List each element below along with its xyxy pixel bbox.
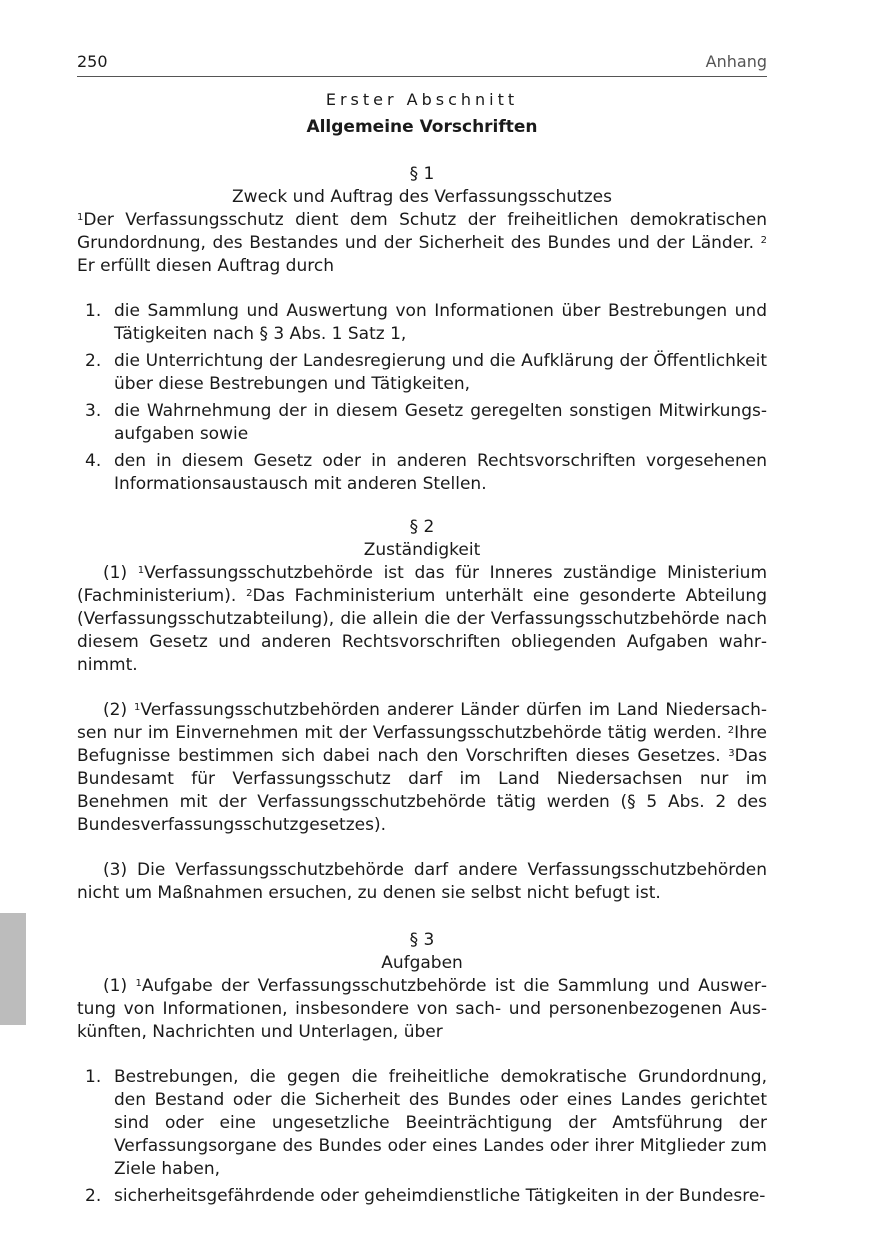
list-text: die Wahrnehmung der in diesem Gesetz geregelten sonstigen Mitwirkungsaufgaben sowie [114,401,767,444]
sentence-number: 2 [760,235,768,246]
sentence: Das Bundesamt für Verfassungsschutz darf im Land Niedersachsen nur im Benehmen mit der Verfassungsschutzbehörde tätig werden (§ 5 Abs. 2 des Bundesverfassungsschutzgesetzes). [77,746,767,835]
sentence-number: 1 [135,978,142,989]
list-item [77,1185,767,1208]
list-text: Bestrebungen, die gegen die freiheitliche demokratische Grundordnung, den Bestand oder die Sicherheit des Bundes oder eines Landes gerichtet sind oder eine ungesetzliche Beeinträchtigung der Amtsführung der Verfassungsorgane des Bundes oder eines Landes oder ihrer Mitglieder zum Ziele haben, [114,1067,767,1179]
list-number: 4. [85,451,102,471]
list-number: 3. [85,401,102,421]
running-header [77,52,767,77]
page-body [77,88,767,1212]
sentence-number: 1 [77,212,84,223]
list-item [77,1066,767,1181]
list-text: die Sammlung und Auswertung von Informationen über Bestrebungen und Tätigkeiten nach § 3 Abs. 1 Satz 1, [114,301,767,344]
list-item [77,450,767,496]
sentence-number: 1 [134,702,141,713]
section-2-absatz-3 [77,859,767,905]
sentence: Verfassungsschutzbehörde ist das für Inneres zuständige Ministerium (Fachministerium). [77,563,768,606]
list-number: 1. [85,301,102,321]
section-2-number: § 2 [409,517,435,537]
list-text: die Unterrichtung der Landesregierung und die Aufklärung der Öffentlichkeit über diese Bestrebungen und Tätigkeiten, [114,351,767,394]
sentence: Die Verfassungsschutzbehörde darf andere Verfassungsschutzbehörden nicht um Maßnahmen ersuchen, zu denen sie selbst nicht befugt ist. [77,860,767,903]
list-number: 2. [85,351,102,371]
section-1-paragraph [77,209,767,278]
section-2-absatz-1 [77,562,767,677]
list-text: den in diesem Gesetz oder in anderen Rechtsvorschriften vorgesehenen Informationsaustausch mit anderen Stellen. [114,451,767,494]
list-text: sicherheitsgefährdende oder geheimdienstliche Tätigkeiten in der Bundesre- [114,1186,766,1206]
sentence-number: 2 [727,725,735,736]
sentence: Der Verfassungsschutz dient dem Schutz der freiheitlichen demokratischen Grundordnung, des Bestandes und der Sicherheit des Bundes und der Länder. [77,210,767,253]
sentence: Er erfüllt diesen Auftrag durch [77,256,334,276]
thumb-index-tab [0,913,26,1025]
sentence: Verfassungsschutzbehörden anderer Länder dürfen im Land Niedersachsen nur im Einvernehmen mit der Verfassungsschutzbehörde tätig werden. [77,700,767,743]
section-2-title: Zuständigkeit [363,540,481,560]
sentence-number: 3 [728,748,735,759]
page-number: 250 [77,52,108,71]
chapter-title: Allgemeine Vorschriften [306,117,538,137]
sentence: Ihre Befugnisse bestimmen sich dabei nach den Vorschriften dieses Gesetzes. [77,723,768,766]
section-3-title: Aufgaben [381,953,463,973]
section-3-number: § 3 [409,930,435,950]
chapter-label: Erster Abschnitt [325,90,519,109]
absatz-number: (1) [103,976,128,996]
section-title: Anhang [705,52,767,71]
list-number: 2. [85,1186,102,1206]
list-number: 1. [85,1067,102,1087]
sentence: Aufgabe der Verfassungsschutzbehörde ist die Sammlung und Auswertung von Informationen, insbesondere von sach- und personenbezogenen Auskünften, Nachrichten und Unterlagen, über [77,976,767,1042]
list-item [77,300,767,346]
list-item [77,400,767,446]
section-3-list [77,1066,767,1208]
section-1-title: Zweck und Auftrag des Verfassungsschutzes [232,187,612,207]
section-1-number: § 1 [409,164,435,184]
sentence-number: 1 [137,565,145,576]
absatz-number: (2) [103,700,128,720]
section-1-list [77,300,767,496]
sentence: Das Fachministerium unterhält eine gesonderte Abteilung (Verfassungsschutzabteilung), die allein die der Verfassungsschutzbehörde nach diesem Gesetz und anderen Rechtsvorschriften obliegenden Aufgaben wahrnimmt. [77,586,767,675]
absatz-number: (3) [103,860,128,880]
absatz-number: (1) [103,563,128,583]
sentence-number: 2 [246,588,253,599]
list-item [77,350,767,396]
section-2-absatz-2 [77,699,767,837]
section-3-absatz-1 [77,975,767,1044]
